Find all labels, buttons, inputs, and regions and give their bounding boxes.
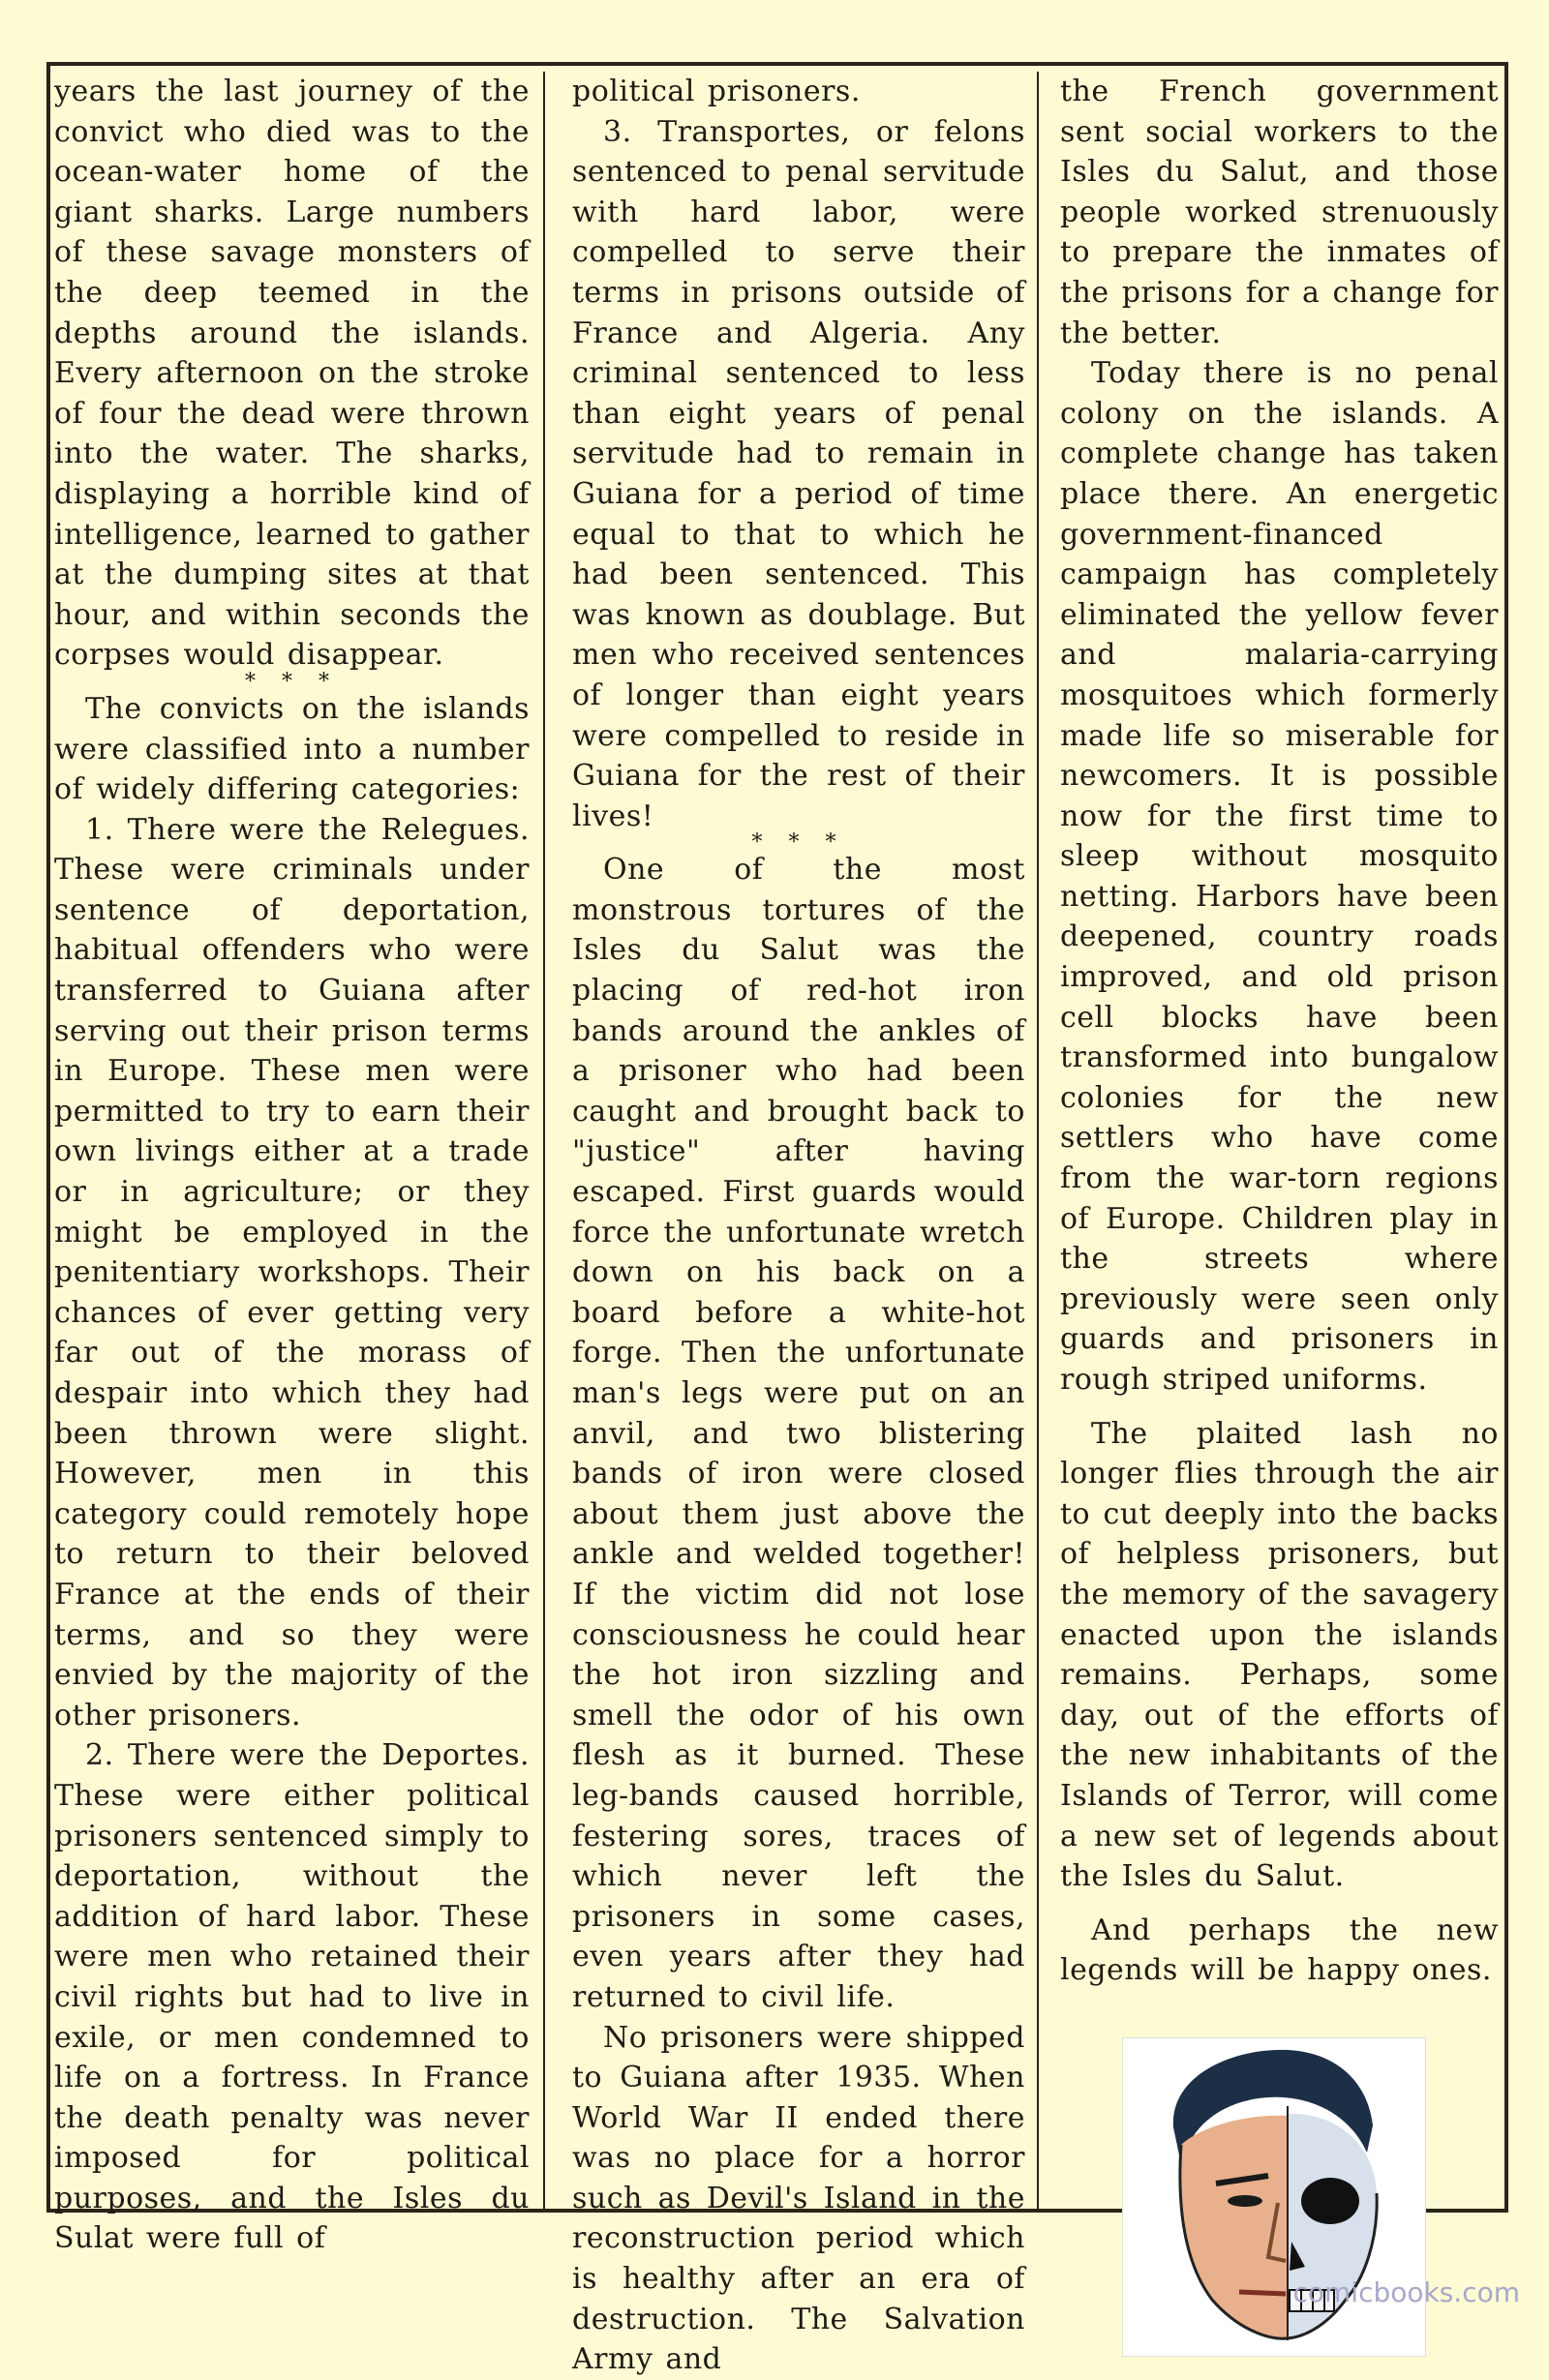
paragraph: political prisoners. (572, 75, 861, 108)
column-3 (1039, 72, 1508, 2213)
column-1 (46, 72, 545, 2256)
section-separator: * * * (751, 830, 846, 856)
paragraph: 2. There were the Deportes. These were either political prisoners sentenced simply to deportation, without the addition of hard labor. These were men who retained their civil rights but had to live in exile, or men condemned to life on a fortress. In France the death penalty was never imposed for political purposes, and the Isles du Sulat were full of (54, 1738, 530, 2256)
paragraph: 3. Transportes, or felons sentenced to penal servitude with hard labor, were compelled to serve their terms in prisons outside of France and Algeria. Any criminal sentenced to less than eight years of penal servitude had to remain in Guiana for a period of time equal to that to which he had been sentenced. This was known as doublage. But men who received sentences of longer than eight years were compelled to reside in Guiana for the rest of their lives! (572, 114, 1025, 833)
paragraph: years the last journey of the convict who died was to the ocean-water home of the giant sharks. Large numbers of these savage monsters of the deep teemed in the depths around the islands. Every afternoon on the stroke of four the dead were thrown into the water. The sharks, displaying a horrible kind of intelligence, learned to gather at the dumping sites at that hour, and within seconds the corpses would disappear. (54, 75, 530, 673)
paragraph: the French government sent social workers to the Isles du Salut, and those people worked strenuously to prepare the inmates of the prisons for a change for the better. (1060, 75, 1499, 350)
paragraph: One of the most monstrous tortures of the Isles du Salut was the placing of red-hot iron bands around the ankles of a prisoner who had been caught and brought back to "justice" after having escaped. First guards would force the unfortunate wretch down on his back on a board before a white-hot forge. Then the unfortunate man's legs were put on an anvil, and two blistering bands of iron were closed about them just above the ankle and welded together! If the victim did not lose consciousness he could hear the hot iron sizzling and smell the odor of his own flesh as it burned. These leg-bands caused horrible, festering sores, traces of which never left the prisoners in some cases, even years after they had returned to civil life. (572, 853, 1025, 2014)
paragraph: The plaited lash no longer flies through the air to cut deeply into the backs of helpless prisoners, but the memory of the savagery enacted upon the islands remains. Perhaps, some day, out of the efforts of the new inhabitants of the Islands of Terror, will come a new set of legends about the Isles du Salut. (1060, 1416, 1499, 1894)
section-separator: * * * (245, 669, 339, 694)
half-skull-face-illustration (1122, 2037, 1426, 2357)
watermark: comicbooks.com (1292, 2276, 1520, 2308)
paragraph: Today there is no penal colony on the islands. A complete change has taken place there. An energetic government-financed campaign has completely eliminated the yellow fever and malaria-carrying mosquitoes which formerly made life so miserable for newcomers. It is possible now for the first time to sleep without mosquito netting. Harbors have been deepened, country roads improved, and old prison cell blocks have been transformed into bungalow colonies for the new settlers who have come from the war-torn regions of Europe. Children play in the streets where previously were seen only guards and prisoners in rough striped uniforms. (1060, 356, 1499, 1397)
paragraph: And perhaps the new legends will be happy ones. (1060, 1913, 1499, 1988)
paragraph: No prisoners were shipped to Guiana after 1935. When World War II ended there was no place for a horror such as Devil's Island in the reconstruction period which is healthy after an era of destruction. The Salvation Army and (572, 2020, 1025, 2377)
paragraph: The convicts on the islands were classified into a number of widely differing categories: (54, 691, 530, 807)
column-2 (545, 72, 1039, 2377)
paragraph: 1. There were the Relegues. These were criminals under sentence of deportation, habitual offenders who were transferred to Guiana after serving out their prison terms in Europe. These men were permitted to try to earn their own livings either at a trade or in agriculture; or they might be employed in the penitentiary workshops. Their chances of ever getting very far out of the morass of despair into which they had been thrown were slight. However, men in this category could remotely hope to return to their beloved France at the ends of their terms, and so they were envied by the majority of the other prisoners. (54, 812, 530, 1732)
